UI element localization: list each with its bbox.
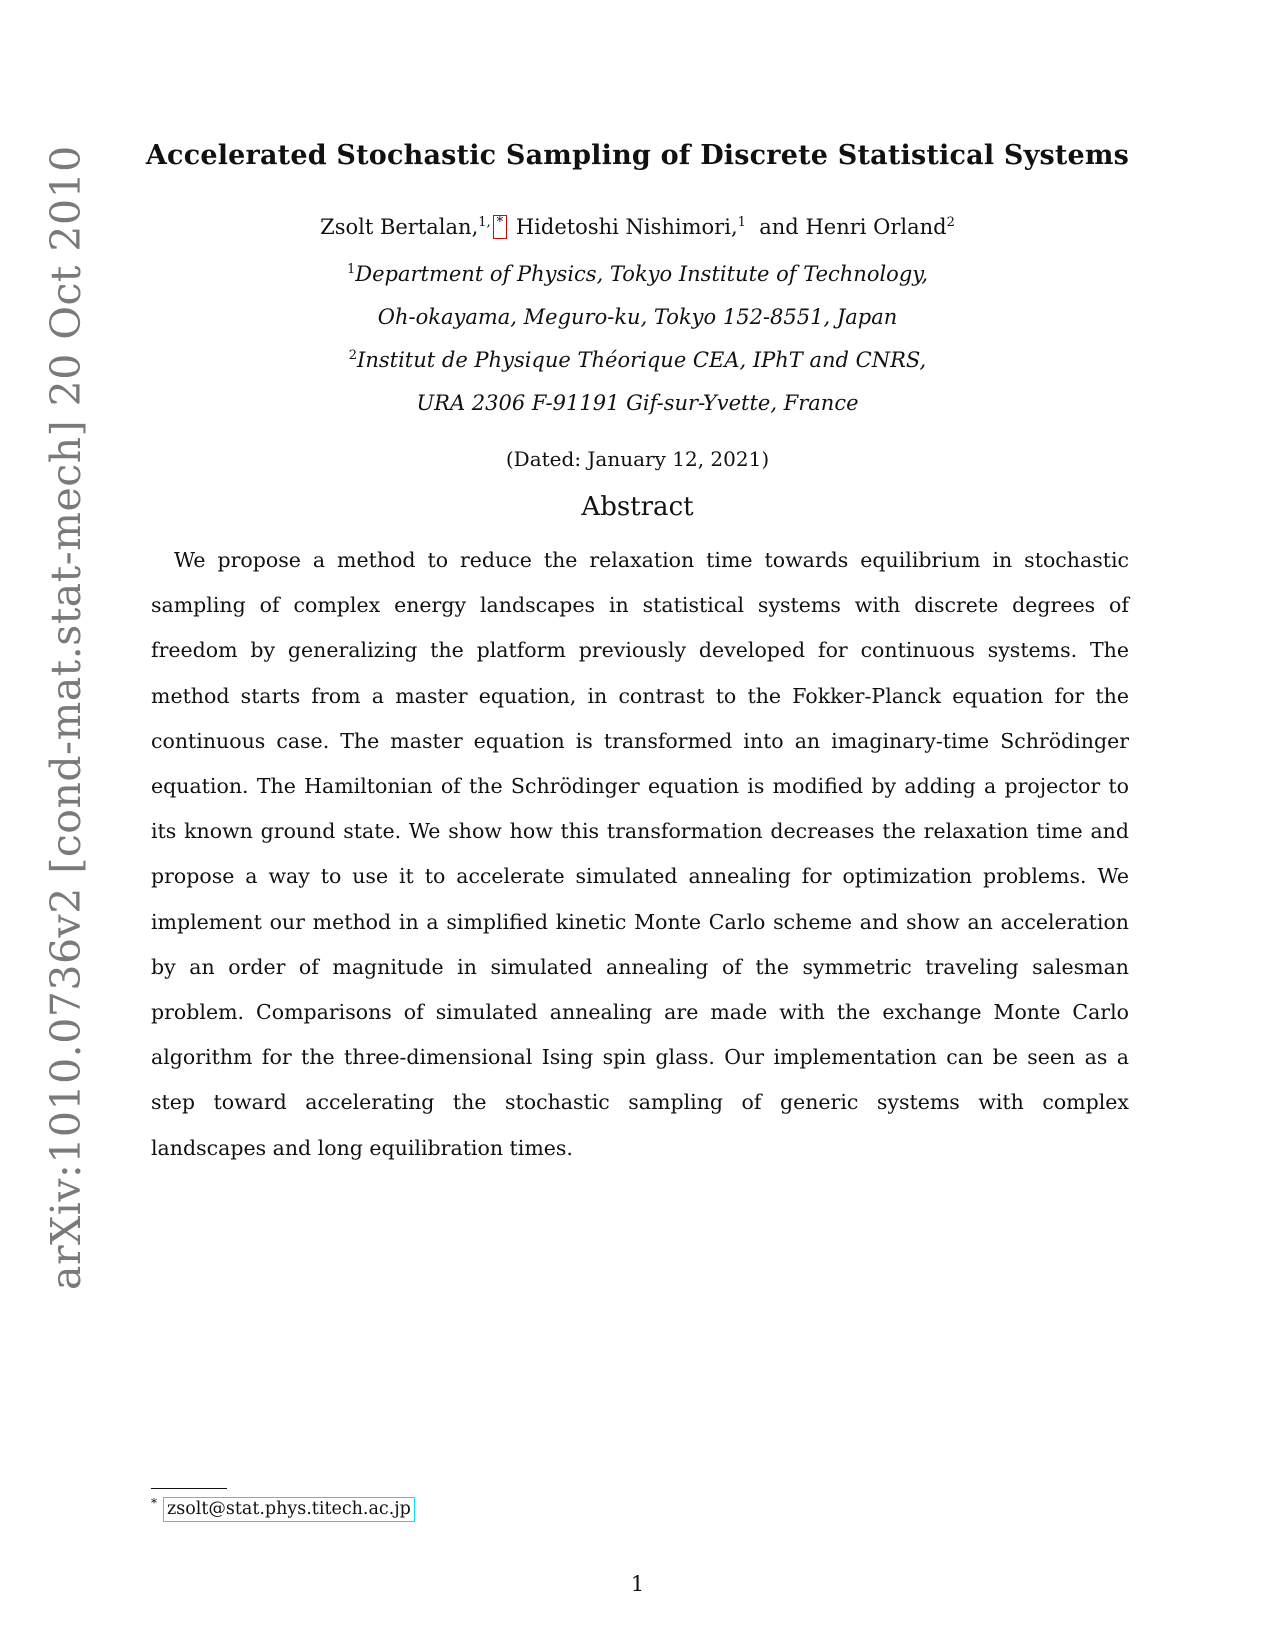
footnote-divider <box>151 1488 227 1489</box>
affiliation-text: Department of Physics, Tokyo Institute of Technology, <box>355 262 929 286</box>
abstract-body: We propose a method to reduce the relaxation time towards equilibrium in stochastic sampling of complex energy landscapes in statistical systems with discrete degrees of freedom by generalizing the platform previously developed for continuous systems. The method starts from a master equation, in contrast to the Fokker-Planck equation for the continuous case. The master equation is transformed into an imaginary-time Schrödinger equation. The Hamiltonian of the Schrödinger equation is modified by adding a projector to its known ground state. We show how this transformation decreases the relaxation time and propose a way to use it to accelerate simulated annealing for optimization problems. We implement our method in a simplified kinetic Monte Carlo scheme and show an acceleration by an order of magnitude in simulated annealing of the symmetric traveling salesman problem. Comparisons of simulated annealing are made with the exchange Monte Carlo algorithm for the three-dimensional Ising spin glass. Our implementation can be seen as a step toward accelerating the stochastic sampling of generic systems with complex landscapes and long equilibration times. <box>151 548 1129 1160</box>
page-number: 1 <box>630 1572 645 1596</box>
affiliation-mark: 2 <box>348 348 358 363</box>
author-list <box>0 215 1275 239</box>
footnote <box>151 1496 415 1522</box>
author-connector: and <box>759 215 799 239</box>
footnote-mark: * <box>496 215 504 230</box>
author-affil-mark: 1 <box>737 215 746 230</box>
footnote-mark: * <box>151 1496 157 1510</box>
author-name: Henri Orland <box>805 215 947 239</box>
abstract-heading: Abstract <box>581 492 694 522</box>
affiliation-text: Institut de Physique Théorique CEA, IPhT and CNRS, <box>357 348 927 372</box>
dated-line: (Dated: January 12, 2021) <box>505 447 770 471</box>
author-affil-mark: 2 <box>946 215 955 230</box>
affiliation-2-line-2: URA 2306 F-91191 Gif-sur-Yvette, France <box>416 391 859 415</box>
author-name: Zsolt Bertalan, <box>320 215 479 239</box>
paper-title: Accelerated Stochastic Sampling of Discrete Statistical Systems <box>145 140 1130 171</box>
affiliation-mark: 1 <box>346 262 356 277</box>
affiliation-2-line-1 <box>0 348 1275 372</box>
email-link[interactable]: zsolt@stat.phys.titech.ac.jp <box>163 1497 415 1522</box>
affiliation-1-line-1 <box>0 262 1275 286</box>
author-affil-mark: 1, <box>478 215 491 230</box>
affiliation-1-line-2: Oh-okayama, Meguro-ku, Tokyo 152-8551, Japan <box>377 305 898 329</box>
author-name: Hidetoshi Nishimori, <box>515 215 738 239</box>
footnote-link[interactable] <box>493 215 508 239</box>
arxiv-identifier: arXiv:1010.0736v2 [cond-mat.stat-mech] 20 Oct 2010 <box>42 145 90 1290</box>
